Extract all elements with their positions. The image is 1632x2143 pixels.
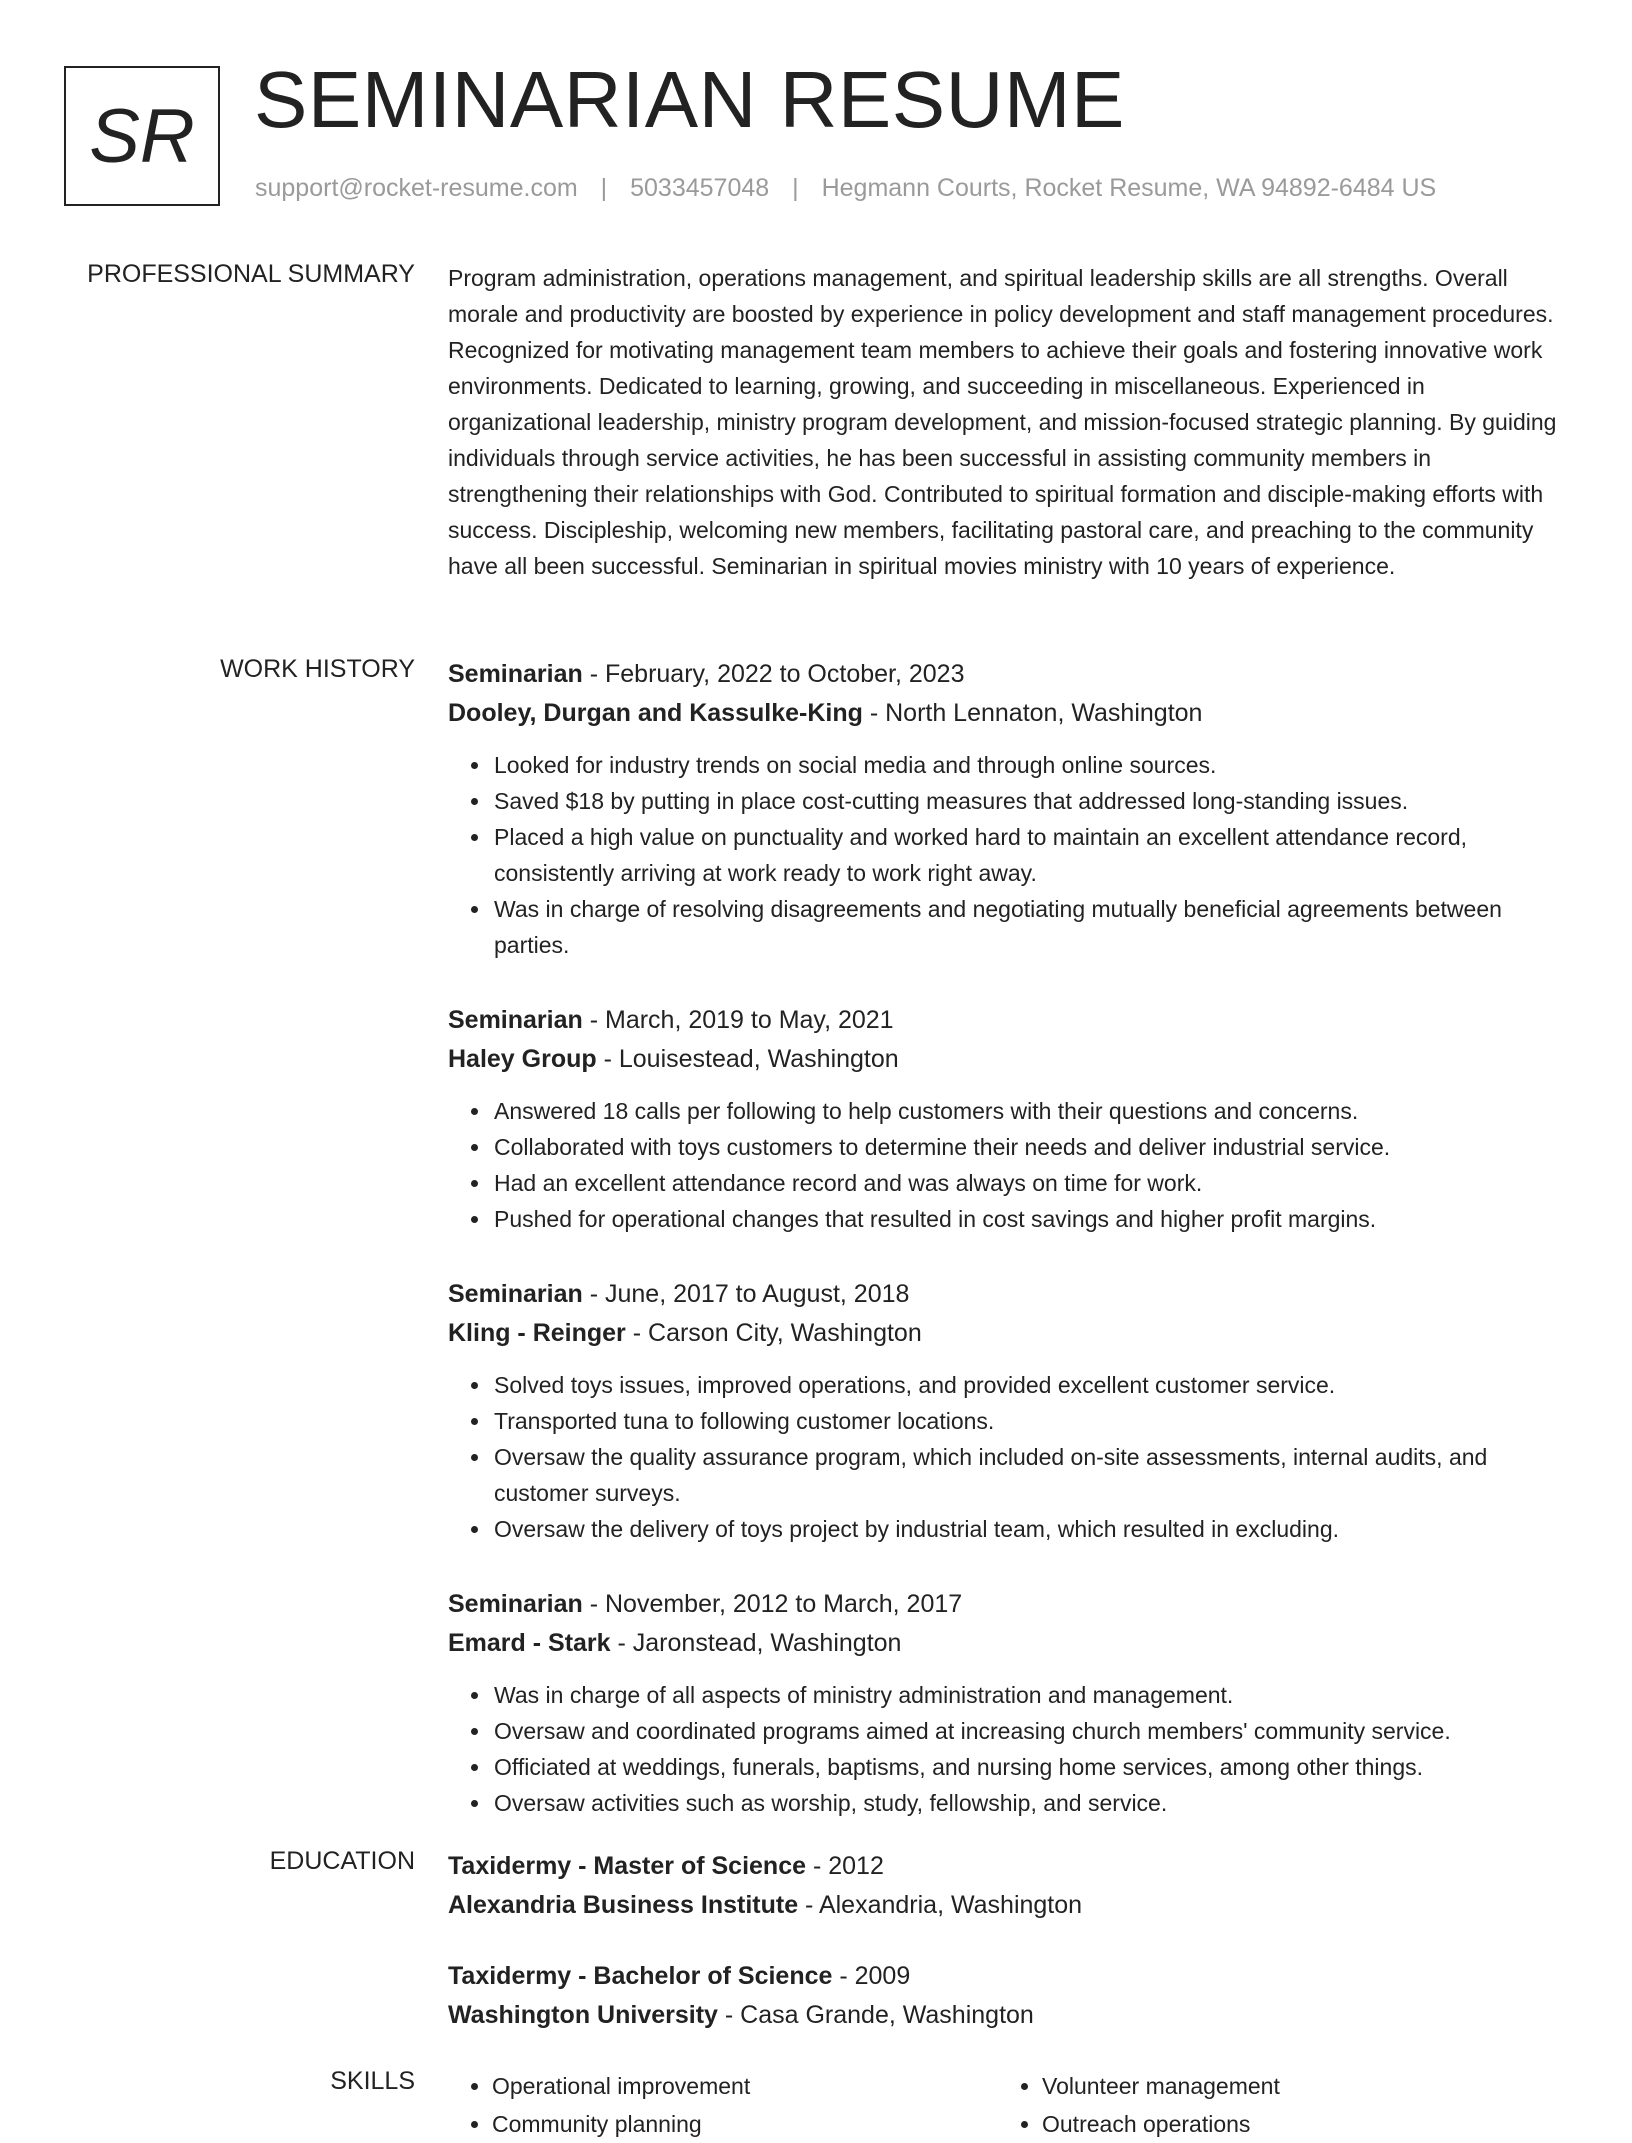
skills-columns [448, 2067, 1568, 2143]
job-dates: - November, 2012 to March, 2017 [582, 1590, 963, 1618]
job-location: - Louisestead, Washington [596, 1045, 899, 1073]
degree-line [448, 1957, 1568, 1996]
job-title: Seminarian [448, 1006, 583, 1034]
job-company-line [448, 1624, 1568, 1663]
job-bullets [448, 1677, 1568, 1821]
skill-item: • Volunteer management [1042, 2067, 1548, 2105]
job-bullet: • Answered 18 calls per following to help customers with their questions and concerns. [492, 1093, 1568, 1129]
job-company: Kling - Reinger [448, 1319, 626, 1347]
job-title: Seminarian [448, 660, 583, 688]
skills-heading: SKILLS [330, 2067, 415, 2095]
summary-heading: PROFESSIONAL SUMMARY [87, 260, 415, 288]
job-company-line [448, 1040, 1568, 1079]
job-entry [448, 655, 1568, 963]
job-bullet: • Pushed for operational changes that resulted in cost savings and higher profit margins. [492, 1201, 1568, 1237]
skill-item: • Outreach operations [1042, 2105, 1548, 2143]
job-bullet: • Transported tuna to following customer locations. [492, 1403, 1568, 1439]
skills-list-right [998, 2067, 1548, 2143]
resume-title: SEMINARIAN RESUME [254, 55, 1125, 144]
job-bullet: • Solved toys issues, improved operations, and provided excellent customer service. [492, 1367, 1568, 1403]
work-history-heading: WORK HISTORY [220, 655, 415, 683]
job-bullet: • Placed a high value on punctuality and worked hard to maintain an excellent attendance record, consistently arriving at work ready to work right away. [492, 819, 1568, 891]
school-location: - Alexandria, Washington [798, 1891, 1083, 1919]
job-title: Seminarian [448, 1590, 583, 1618]
job-entry [448, 1001, 1568, 1237]
monogram-text: SR [89, 93, 195, 179]
job-bullet: • Looked for industry trends on social media and through online sources. [492, 747, 1568, 783]
degree-name: Taxidermy - Bachelor of Science [448, 1962, 833, 1990]
job-bullets [448, 1367, 1568, 1547]
degree-name: Taxidermy - Master of Science [448, 1852, 807, 1880]
job-company: Haley Group [448, 1045, 597, 1073]
job-location: - Carson City, Washington [625, 1319, 922, 1347]
job-bullet: • Saved $18 by putting in place cost-cutting measures that addressed long-standing issues. [492, 783, 1568, 819]
contact-line [255, 174, 1436, 203]
skill-item: • Operational improvement [492, 2067, 998, 2105]
job-title-line [448, 1275, 1568, 1314]
degree-year: - 2009 [832, 1962, 911, 1990]
job-company-line [448, 694, 1568, 733]
education-heading: EDUCATION [269, 1847, 415, 1875]
degree-line [448, 1847, 1568, 1886]
job-company-line [448, 1314, 1568, 1353]
job-bullet: • Collaborated with toys customers to determine their needs and deliver industrial service. [492, 1129, 1568, 1165]
skill-item: • Community planning [492, 2105, 998, 2143]
job-bullet: • Oversaw the quality assurance program, which included on-site assessments, internal audits, and customer surveys. [492, 1439, 1568, 1511]
job-bullet: • Was in charge of resolving disagreements and negotiating mutually beneficial agreements between parties. [492, 891, 1568, 963]
job-dates: - March, 2019 to May, 2021 [582, 1006, 894, 1034]
job-bullets [448, 747, 1568, 963]
school-name: Washington University [448, 2001, 718, 2029]
contact-email[interactable]: support@rocket-resume.com [255, 174, 578, 202]
skills-list-left [448, 2067, 998, 2143]
job-bullets [448, 1093, 1568, 1237]
job-dates: - June, 2017 to August, 2018 [582, 1280, 910, 1308]
school-line [448, 1996, 1568, 2035]
job-title-line [448, 1585, 1568, 1624]
job-title-line [448, 1001, 1568, 1040]
job-entry [448, 1275, 1568, 1547]
job-bullet: • Officiated at weddings, funerals, baptisms, and nursing home services, among other things. [492, 1749, 1568, 1785]
school-line [448, 1886, 1568, 1925]
contact-address: Hegmann Courts, Rocket Resume, WA 94892-6484 US [821, 174, 1437, 202]
education-entry [448, 1957, 1568, 2035]
school-name: Alexandria Business Institute [448, 1891, 799, 1919]
job-bullet: • Oversaw and coordinated programs aimed at increasing church members' community service. [492, 1713, 1568, 1749]
education-entry [448, 1847, 1568, 1925]
job-dates: - February, 2022 to October, 2023 [582, 660, 965, 688]
job-location: - North Lennaton, Washington [862, 699, 1203, 727]
job-bullet: • Oversaw activities such as worship, study, fellowship, and service. [492, 1785, 1568, 1821]
job-bullet: • Oversaw the delivery of toys project by industrial team, which resulted in excluding. [492, 1511, 1568, 1547]
job-company: Emard - Stark [448, 1629, 611, 1657]
school-location: - Casa Grande, Washington [717, 2001, 1034, 2029]
degree-year: - 2012 [806, 1852, 884, 1880]
monogram-logo [64, 66, 220, 206]
job-entry [448, 1585, 1568, 1821]
contact-separator: | [792, 174, 799, 202]
job-bullet: • Had an excellent attendance record and was always on time for work. [492, 1165, 1568, 1201]
job-title: Seminarian [448, 1280, 583, 1308]
contact-separator: | [600, 174, 608, 202]
contact-phone[interactable]: 5033457048 [630, 174, 770, 202]
job-bullet: • Was in charge of all aspects of ministry administration and management. [492, 1677, 1568, 1713]
summary-text: Program administration, operations management, and spiritual leadership skills are all strengths. Overall morale and productivity are boosted by experience in policy development and staff management procedures. Recognized for motivating management team members to achieve their goals and fostering innovative work environments. Dedicated to learning, growing, and succeeding in miscellaneous. Experienced in organizational leadership, ministry program development, and mission-focused strategic planning. By guiding individuals through service activities, he has been successful in assisting community members in strengthening their relationships with God. Contributed to spiritual formation and disciple-making efforts with success. Discipleship, welcoming new members, facilitating pastoral care, and preaching to the community have all been successful. Seminarian in spiritual movies ministry with 10 years of experience. [448, 265, 1557, 579]
job-company: Dooley, Durgan and Kassulke-King [448, 699, 863, 727]
job-title-line [448, 655, 1568, 694]
job-location: - Jaronstead, Washington [610, 1629, 902, 1657]
